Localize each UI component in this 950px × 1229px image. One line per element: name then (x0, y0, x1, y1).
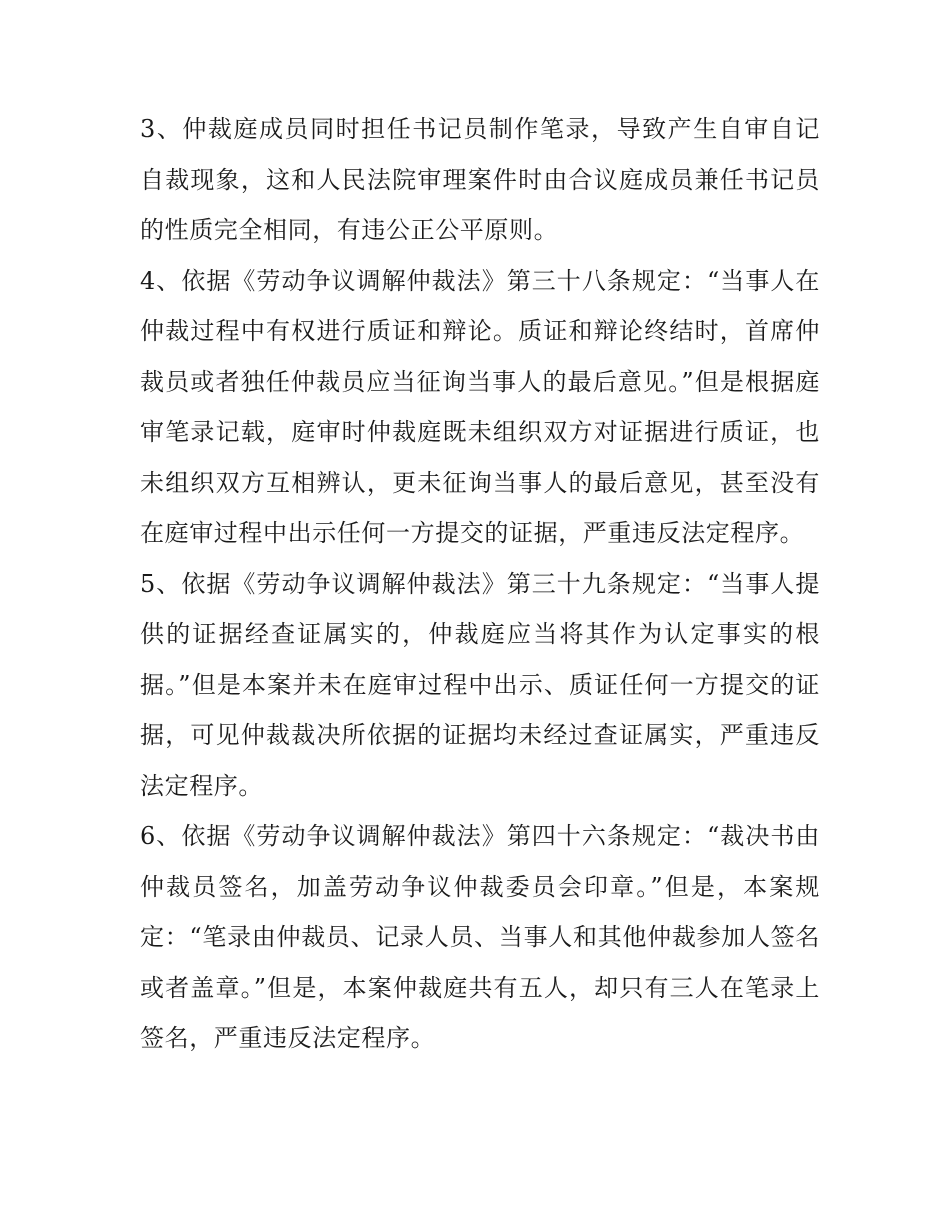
paragraph-item-6: 6、依据《劳动争议调解仲裁法》第四十六条规定：“裁决书由仲裁员签名，加盖劳动争议仲裁委员会印章。”但是，本案规定：“笔录由仲裁员、记录人员、当事人和其他仲裁参加人签名或者盖章。”但是，本案仲裁庭共有五人，却只有三人在笔录上签名，严重违反法定程序。 (140, 822, 820, 1052)
paragraph-item-4: 4、依据《劳动争议调解仲裁法》第三十八条规定：“当事人在仲裁过程中有权进行质证和辩论。质证和辩论终结时，首席仲裁员或者独任仲裁员应当征询当事人的最后意见。”但是根据庭审笔录记载，庭审时仲裁庭既未组织双方对证据进行质证，也未组织双方互相辨认，更未征询当事人的最后意见，甚至没有在庭审过程中出示任何一方提交的证据，严重违反法定程序。 (140, 266, 820, 547)
paragraph-item-3: 3、仲裁庭成员同时担任书记员制作笔录，导致产生自审自记自裁现象，这和人民法院审理案件时由合议庭成员兼任书记员的性质完全相同，有违公正公平原则。 (140, 115, 820, 244)
paragraph-item-5: 5、依据《劳动争议调解仲裁法》第三十九条规定：“当事人提供的证据经查证属实的，仲裁庭应当将其作为认定事实的根据。”但是本案并未在庭审过程中出示、质证任何一方提交的证据，可见仲裁裁决所依据的证据均未经过查证属实，严重违反法定程序。 (140, 569, 820, 800)
document-body (140, 104, 820, 1064)
